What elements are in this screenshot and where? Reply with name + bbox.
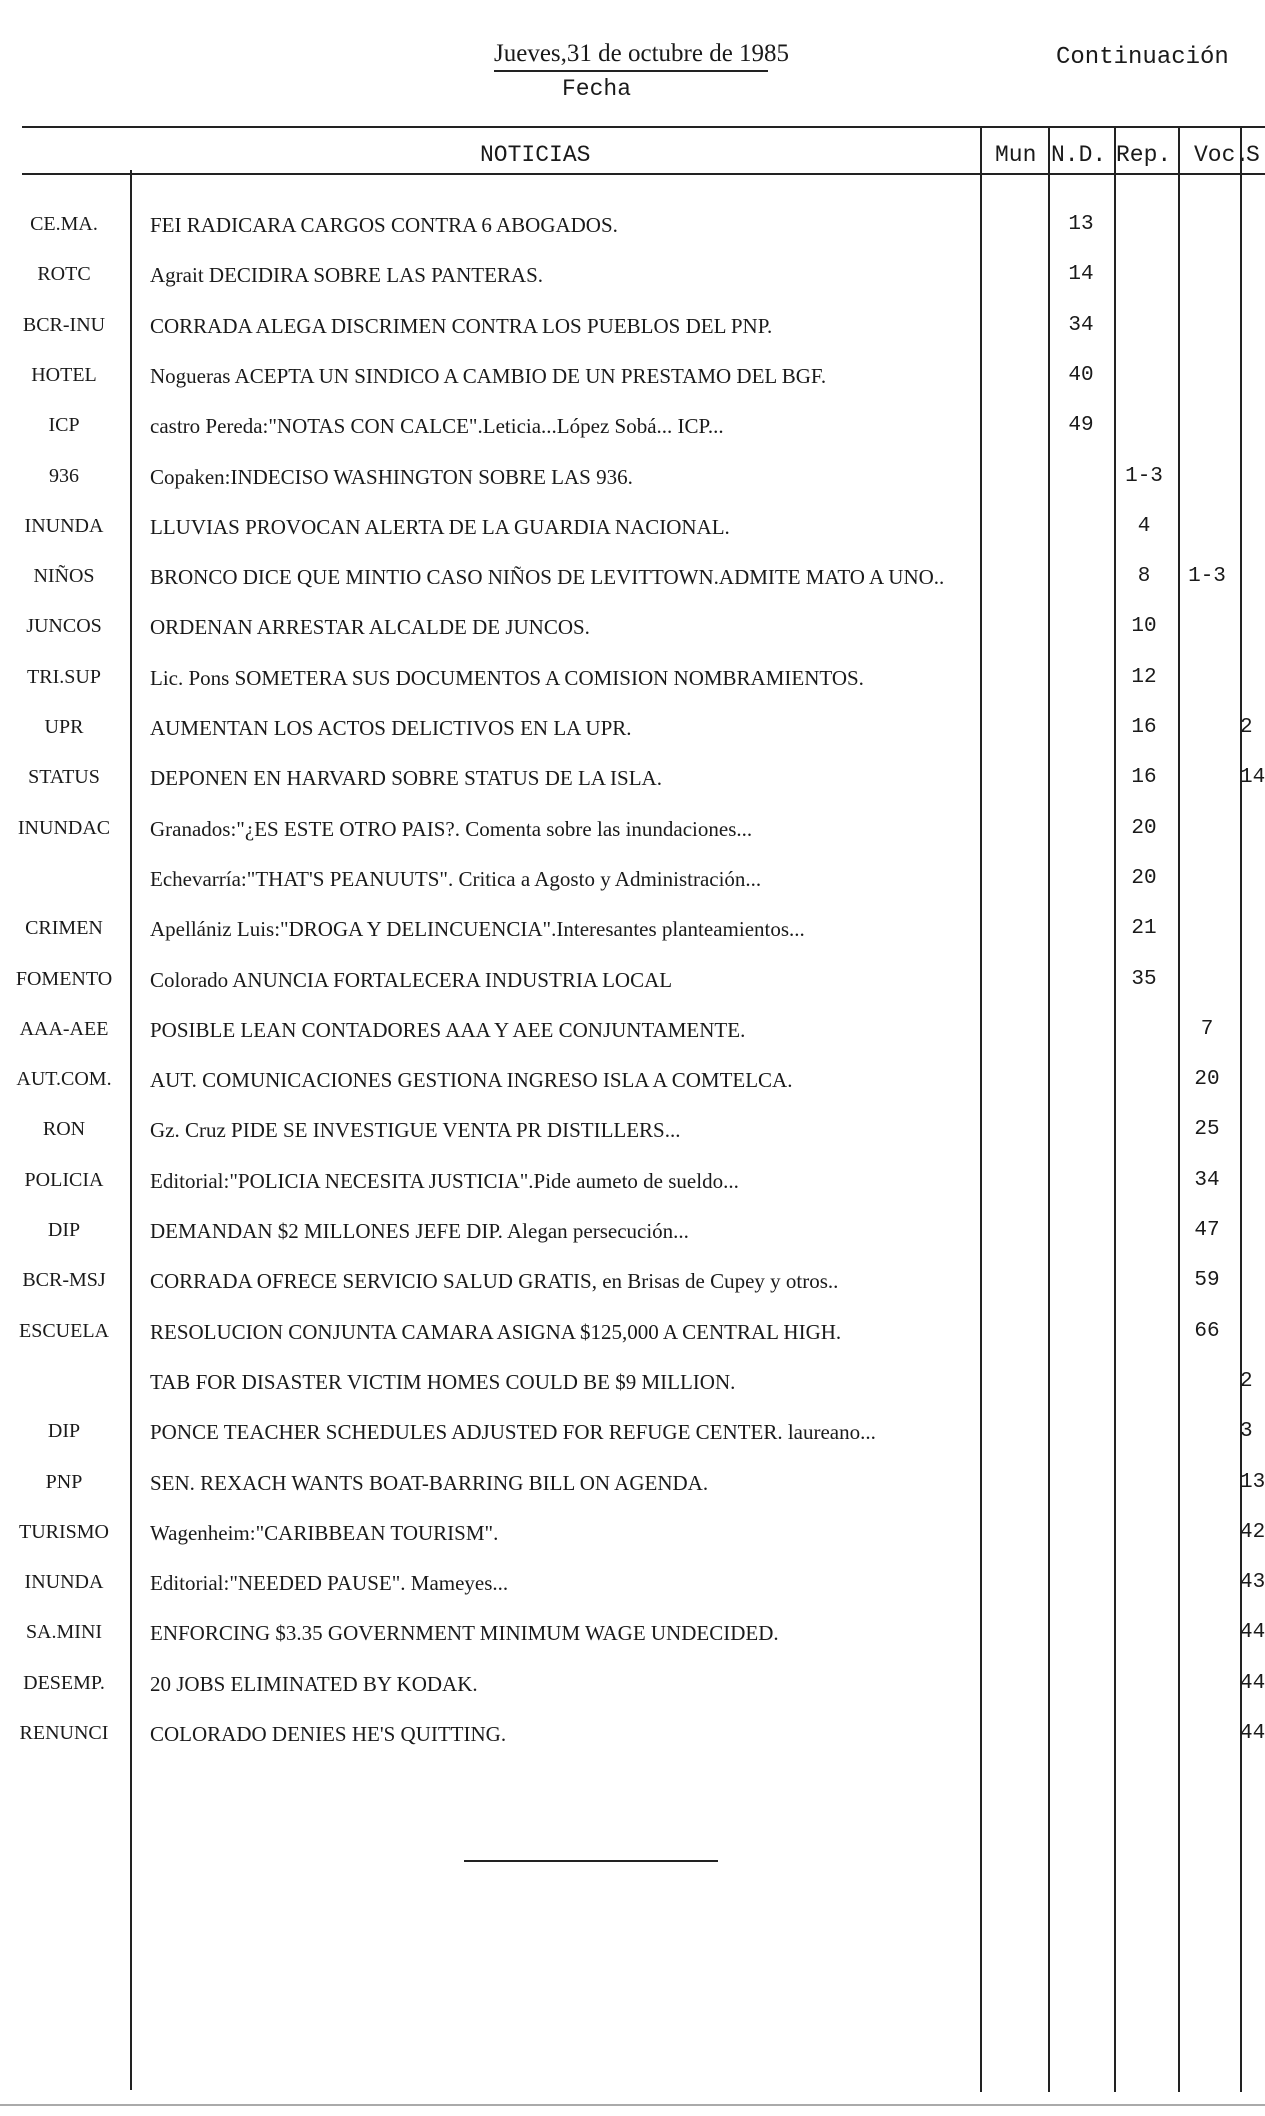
row-code: NIÑOS <box>33 565 95 587</box>
row-code: RON <box>42 1118 86 1140</box>
table-row <box>0 1169 1265 1205</box>
table-row <box>0 1219 1265 1255</box>
row-s-page: 14 <box>1240 766 1265 789</box>
row-headline: CORRADA ALEGA DISCRIMEN CONTRA LOS PUEBLOS DEL PNP. <box>150 314 773 338</box>
table-row <box>0 465 1265 501</box>
row-headline: Editorial:"NEEDED PAUSE". Mameyes... <box>150 1571 509 1595</box>
row-code: DIP <box>47 1420 81 1442</box>
row-rep-page: 10 <box>1131 615 1157 638</box>
page-bottom-edge <box>0 2104 1265 2106</box>
column-header-nd: N.D. <box>1051 142 1107 168</box>
table-row <box>0 1471 1265 1507</box>
row-code: INUNDAC <box>17 817 111 839</box>
row-voc-page: 1-3 <box>1188 565 1226 588</box>
row-headline: LLUVIAS PROVOCAN ALERTA DE LA GUARDIA NACIONAL. <box>150 515 730 539</box>
row-rep-page: 4 <box>1137 515 1151 538</box>
table-row <box>0 817 1265 853</box>
row-rep-page: 21 <box>1131 917 1157 940</box>
row-headline: POSIBLE LEAN CONTADORES AAA Y AEE CONJUNTAMENTE. <box>150 1018 746 1042</box>
row-headline: Gz. Cruz PIDE SE INVESTIGUE VENTA PR DISTILLERS... <box>150 1118 681 1142</box>
row-code: SA.MINI <box>25 1621 103 1643</box>
table-row <box>0 263 1265 299</box>
row-headline: Granados:"¿ES ESTE OTRO PAIS?. Comenta sobre las inundaciones... <box>150 817 753 841</box>
row-rep-page: 1-3 <box>1125 465 1163 488</box>
end-rule <box>464 1860 718 1862</box>
row-code: TURISMO <box>18 1521 109 1543</box>
column-header-rep: Rep. <box>1116 142 1172 168</box>
row-headline: Agrait DECIDIRA SOBRE LAS PANTERAS. <box>150 263 544 287</box>
row-headline: Wagenheim:"CARIBBEAN TOURISM". <box>150 1521 499 1545</box>
column-header-voc: Voc. <box>1194 142 1250 168</box>
table-row <box>0 1571 1265 1607</box>
row-s-page: 44 <box>1240 1621 1265 1644</box>
row-code: RENUNCI <box>19 1722 109 1744</box>
row-headline: Lic. Pons SOMETERA SUS DOCUMENTOS A COMISION NOMBRAMIENTOS. <box>150 666 864 690</box>
row-headline: ENFORCING $3.35 GOVERNMENT MINIMUM WAGE UNDECIDED. <box>150 1621 779 1645</box>
row-headline: TAB FOR DISASTER VICTIM HOMES COULD BE $9 MILLION. <box>150 1370 736 1394</box>
row-code: PNP <box>45 1471 83 1493</box>
row-rep-page: 16 <box>1131 716 1157 739</box>
table-row <box>0 1621 1265 1657</box>
row-code: CE.MA. <box>30 213 98 235</box>
row-code: POLICIA <box>24 1169 104 1191</box>
row-s-page: 2 <box>1240 716 1253 739</box>
row-headline: Echevarría:"THAT'S PEANUUTS". Critica a Agosto y Administración... <box>150 867 762 891</box>
row-headline: ORDENAN ARRESTAR ALCALDE DE JUNCOS. <box>150 615 590 639</box>
row-nd-page: 40 <box>1068 364 1094 387</box>
table-row <box>0 666 1265 702</box>
table-row <box>0 414 1265 450</box>
row-headline: Apellániz Luis:"DROGA Y DELINCUENCIA".Interesantes planteamientos... <box>150 917 805 941</box>
table-row <box>0 1118 1265 1154</box>
row-s-page: 13 <box>1240 1471 1265 1494</box>
row-code: HOTEL <box>31 364 97 386</box>
table-row <box>0 1370 1265 1406</box>
table-row <box>0 1420 1265 1456</box>
column-header-noticias: NOTICIAS <box>480 142 591 168</box>
date-value: Jueves,31 de octubre de 1985 <box>494 40 790 67</box>
row-code: DESEMP. <box>23 1672 105 1694</box>
table-row <box>0 1521 1265 1557</box>
row-nd-page: 14 <box>1068 263 1094 286</box>
row-headline: PONCE TEACHER SCHEDULES ADJUSTED FOR REFUGE CENTER. laureano... <box>150 1420 876 1444</box>
table-row <box>0 1722 1265 1758</box>
row-code: 936 <box>49 465 79 487</box>
row-headline: AUT. COMUNICACIONES GESTIONA INGRESO ISLA A COMTELCA. <box>150 1068 793 1092</box>
row-code: DIP <box>47 1219 81 1241</box>
row-s-page: 43 <box>1240 1571 1265 1594</box>
row-code: BCR-INU <box>22 314 106 336</box>
row-voc-page: 7 <box>1200 1018 1214 1041</box>
row-code: ESCUELA <box>19 1320 109 1342</box>
row-headline: DEMANDAN $2 MILLONES JEFE DIP. Alegan persecución... <box>150 1219 689 1243</box>
row-headline: Colorado ANUNCIA FORTALECERA INDUSTRIA LOCAL <box>150 968 673 992</box>
row-rep-page: 8 <box>1137 565 1151 588</box>
row-headline: BRONCO DICE QUE MINTIO CASO NIÑOS DE LEVITTOWN.ADMITE MATO A UNO.. <box>150 565 945 589</box>
table-row <box>0 1068 1265 1104</box>
date-underline <box>494 70 768 72</box>
table-row <box>0 314 1265 350</box>
row-code: BCR-MSJ <box>22 1269 106 1291</box>
row-code: UPR <box>44 716 84 738</box>
table-row <box>0 213 1265 249</box>
row-nd-page: 49 <box>1068 414 1094 437</box>
table-row <box>0 364 1265 400</box>
table-row <box>0 917 1265 953</box>
row-rep-page: 20 <box>1131 817 1157 840</box>
table-row <box>0 1672 1265 1708</box>
row-voc-page: 25 <box>1194 1118 1220 1141</box>
row-headline: castro Pereda:"NOTAS CON CALCE".Leticia...López Sobá... ICP... <box>150 414 724 438</box>
row-code: INUNDA <box>24 515 104 537</box>
row-headline: COLORADO DENIES HE'S QUITTING. <box>150 1722 507 1746</box>
row-nd-page: 13 <box>1068 213 1094 236</box>
row-voc-page: 59 <box>1194 1269 1220 1292</box>
row-code: ICP <box>48 414 80 436</box>
row-headline: Nogueras ACEPTA UN SINDICO A CAMBIO DE UN PRESTAMO DEL BGF. <box>150 364 827 388</box>
row-rep-page: 35 <box>1131 968 1157 991</box>
row-rep-page: 16 <box>1131 766 1157 789</box>
column-header-mun: Mun <box>995 142 1037 168</box>
row-headline: RESOLUCION CONJUNTA CAMARA ASIGNA $125,000 A CENTRAL HIGH. <box>150 1320 842 1344</box>
row-headline: Editorial:"POLICIA NECESITA JUSTICIA".Pide aumeto de sueldo... <box>150 1169 739 1193</box>
row-s-page: 42 <box>1240 1521 1265 1544</box>
row-rep-page: 12 <box>1131 666 1157 689</box>
row-nd-page: 34 <box>1068 314 1094 337</box>
row-headline: SEN. REXACH WANTS BOAT-BARRING BILL ON AGENDA. <box>150 1471 709 1495</box>
row-s-page: 44 <box>1240 1672 1265 1695</box>
table-row <box>0 867 1265 903</box>
row-code: ROTC <box>37 263 91 285</box>
row-s-page: 2 <box>1240 1370 1253 1393</box>
table-row <box>0 515 1265 551</box>
row-s-page: 3 <box>1240 1420 1253 1443</box>
row-headline: Copaken:INDECISO WASHINGTON SOBRE LAS 936. <box>150 465 633 489</box>
table-row <box>0 615 1265 651</box>
row-code: AUT.COM. <box>16 1068 112 1090</box>
row-code: FOMENTO <box>15 968 113 990</box>
table-row <box>0 1269 1265 1305</box>
row-rep-page: 20 <box>1131 867 1157 890</box>
row-s-page: 44 <box>1240 1722 1265 1745</box>
table-row <box>0 1320 1265 1356</box>
table-row <box>0 716 1265 752</box>
row-voc-page: 47 <box>1194 1219 1220 1242</box>
row-headline: AUMENTAN LOS ACTOS DELICTIVOS EN LA UPR. <box>150 716 632 740</box>
table-row <box>0 766 1265 802</box>
continuation-label: Continuación <box>1056 44 1229 71</box>
row-headline: 20 JOBS ELIMINATED BY KODAK. <box>150 1672 478 1696</box>
row-code: CRIMEN <box>25 917 103 939</box>
row-code: STATUS <box>28 766 100 788</box>
table-row <box>0 968 1265 1004</box>
table-row <box>0 1018 1265 1054</box>
row-voc-page: 34 <box>1194 1169 1220 1192</box>
row-code: JUNCOS <box>26 615 102 637</box>
table-row <box>0 565 1265 601</box>
date-label: Fecha <box>562 76 632 102</box>
row-code: AAA-AEE <box>19 1018 109 1040</box>
table-header-rule <box>22 173 1265 175</box>
table-top-rule <box>22 126 1265 128</box>
row-headline: FEI RADICARA CARGOS CONTRA 6 ABOGADOS. <box>150 213 618 237</box>
row-code: TRI.SUP <box>27 666 101 688</box>
row-headline: DEPONEN EN HARVARD SOBRE STATUS DE LA ISLA. <box>150 766 662 790</box>
row-voc-page: 66 <box>1194 1320 1220 1343</box>
row-headline: CORRADA OFRECE SERVICIO SALUD GRATIS, en Brisas de Cupey y otros.. <box>150 1269 839 1293</box>
row-voc-page: 20 <box>1194 1068 1220 1091</box>
row-code: INUNDA <box>24 1571 104 1593</box>
column-header-s: S <box>1246 142 1260 168</box>
